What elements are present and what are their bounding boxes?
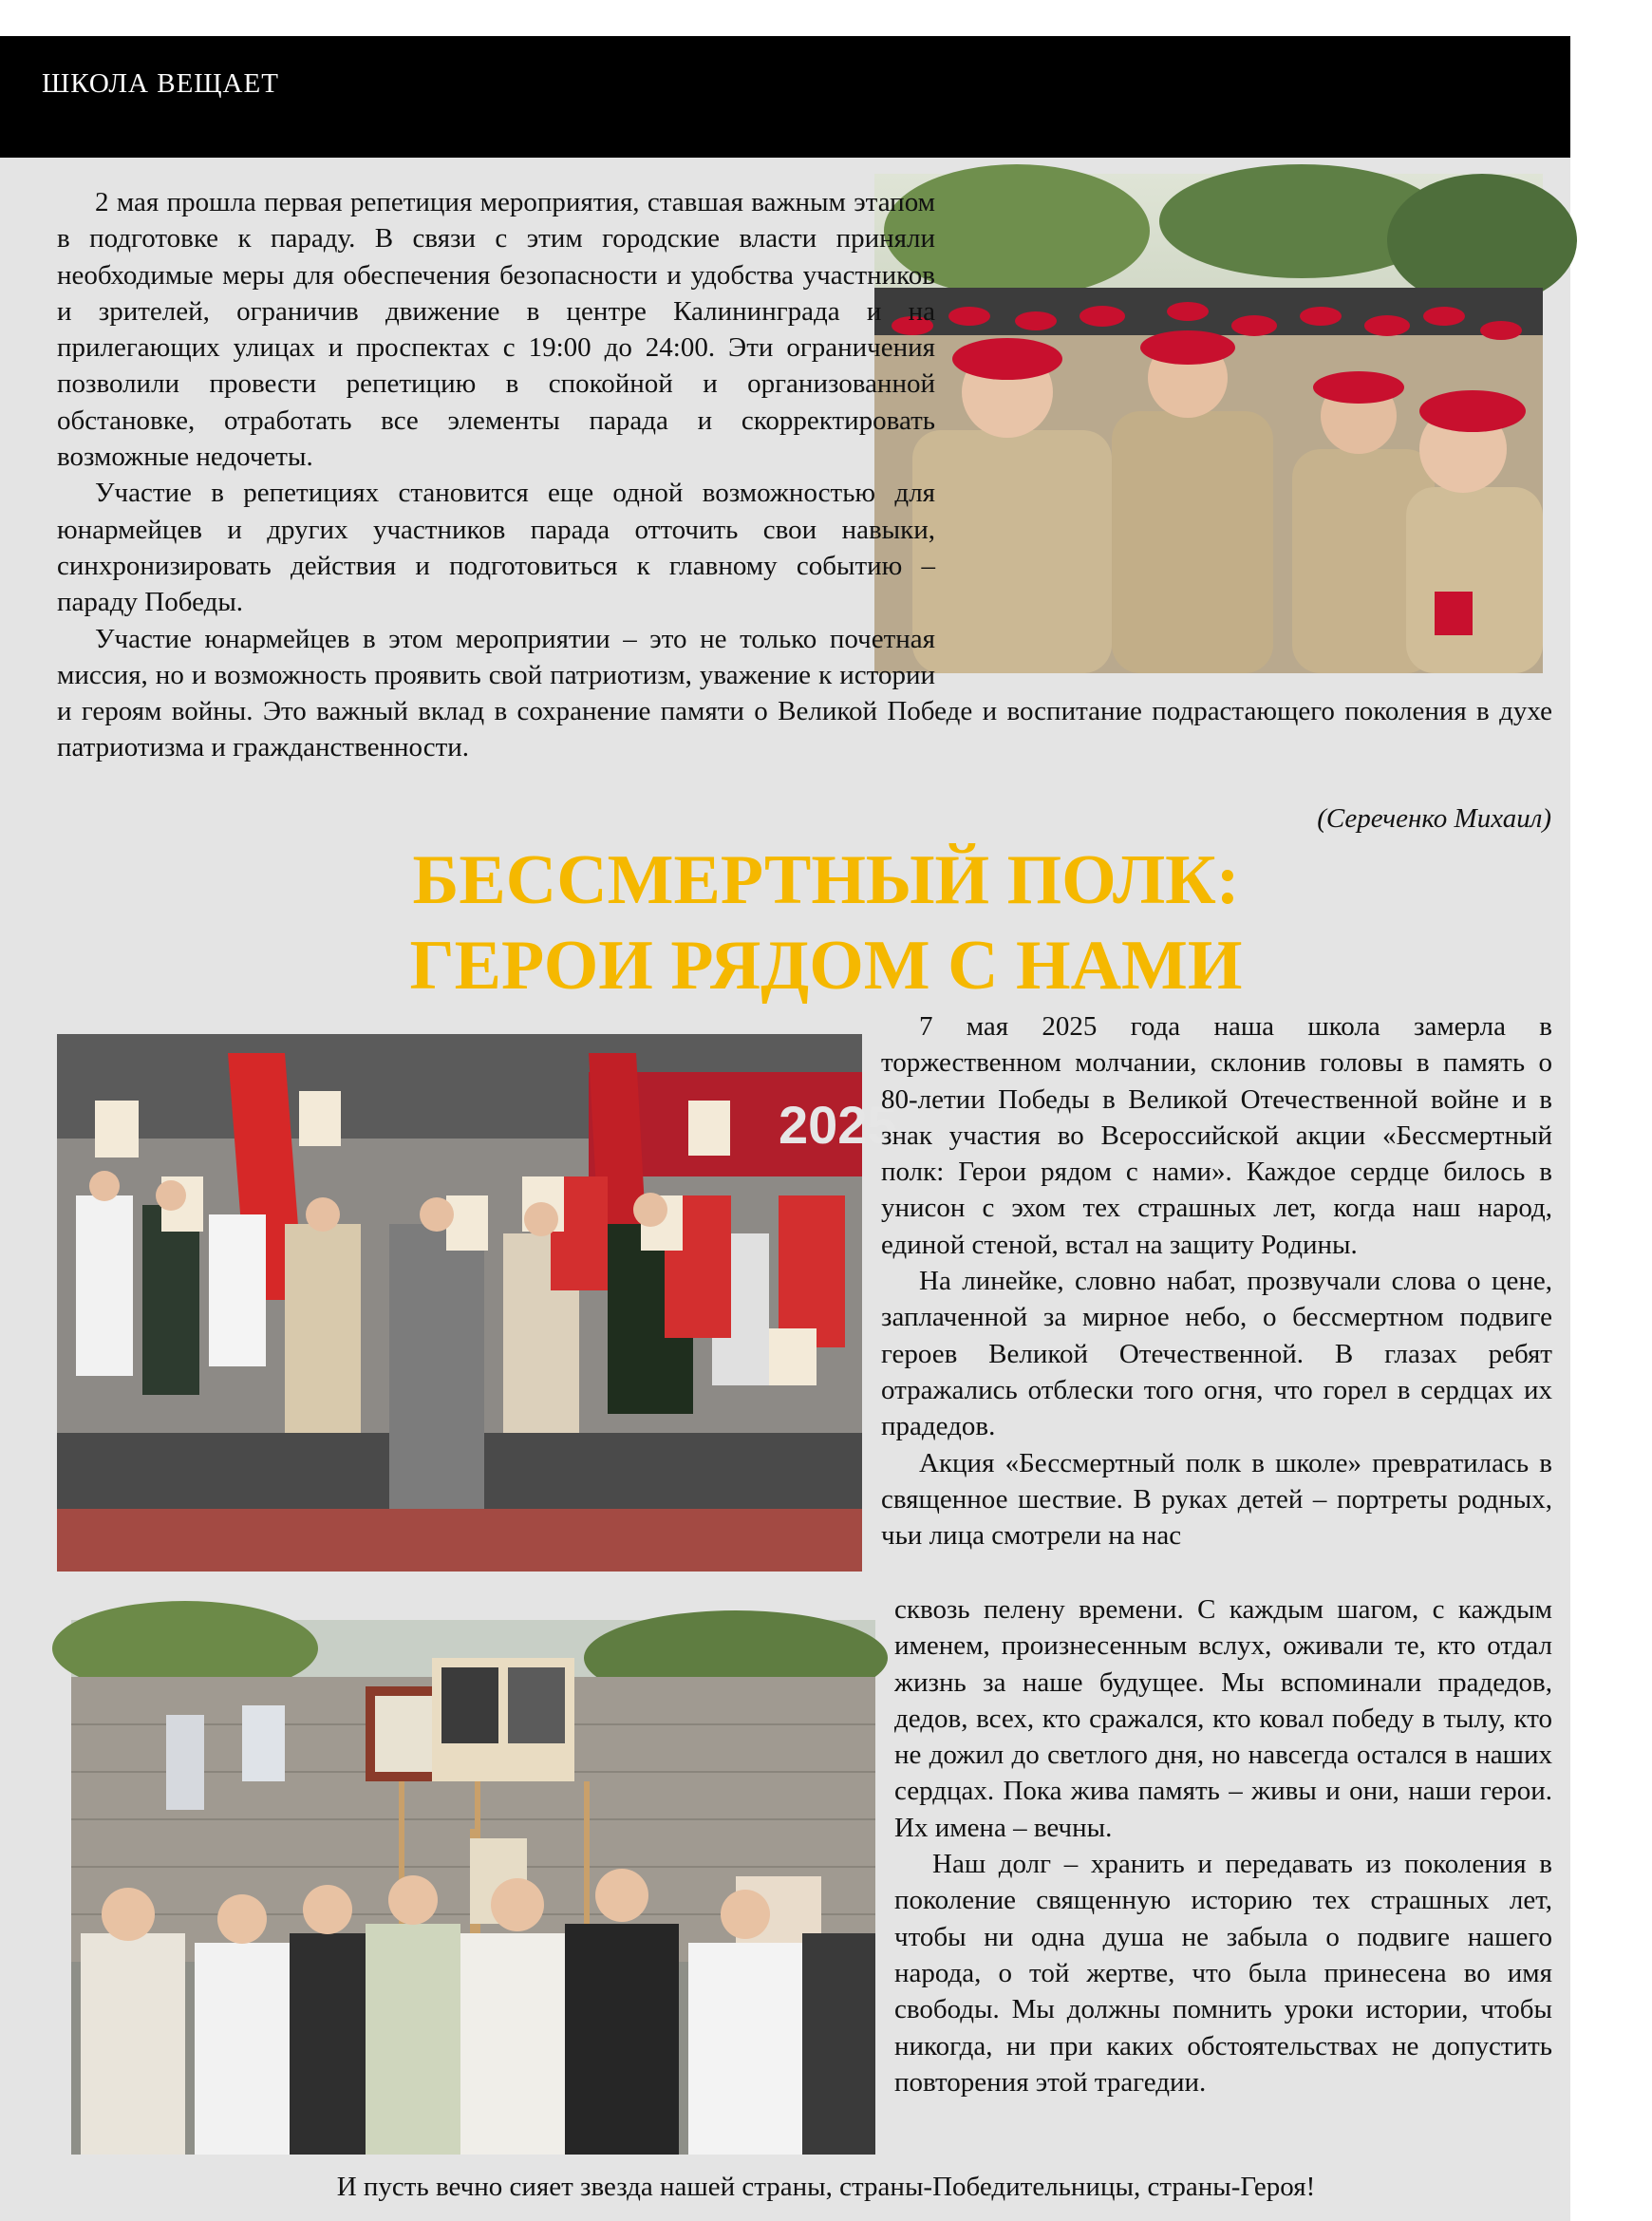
section-title: ШКОЛА ВЕЩАЕТ xyxy=(42,68,279,99)
article1-text xyxy=(57,184,1552,766)
article1-paragraph-3: Участие юнармейцев в этом мероприятии – это не только почетная миссия, но и возможность проявить свой патриотизм, уважение к истории и героям войны. Это важный вклад в сохранение памяти о Великой Победе и воспитание подрастающего поколения в духе патриотизма и гражданственности. xyxy=(57,623,1552,763)
article2-paragraph-2: На линейке, словно набат, прозвучали слова о цене, заплаченной за мирное небо, о бессмертном подвиге героев Великой Отечественной. В глазах ребят отражались отблески того огня, что горел в сердцах их прадедов. xyxy=(881,1266,1552,1442)
article1-author: (Сереченко Михаил) xyxy=(1317,803,1551,834)
article2-text-lower xyxy=(894,1591,1552,2100)
school-assembly-photo xyxy=(57,1034,897,1572)
article2-paragraph-4: Наш долг – хранить и передавать из поколения в поколение священную историю тех страшных лет, чтобы ни одна душа не забыла о подвиге нашего народа, о той жертве, что была принесена во имя свободы. Мы должны помнить уроки истории, чтобы никогда, ни при каких обстоятельствах не допустить повторения этой трагедии. xyxy=(894,1849,1552,2098)
headline-line-1: БЕССМЕРТНЫЙ ПОЛК: xyxy=(412,841,1240,919)
article2-headline xyxy=(0,838,1652,1008)
immortal-regiment-march-photo xyxy=(71,1620,875,2155)
article2-paragraph-3-cont: сквозь пелену времени. С каждым шагом, с каждым именем, произнесенным вслух, оживали те, кто отдал жизнь за наше будущее. Мы вспоминали прадедов, дедов, всех, кто сражался, кто ковал победу в тылу, кто не дожил до светлого дня, но навсегда остался в наших сердцах. Пока жива память – живы и они, наши герои. Их имена – вечны. xyxy=(894,1594,1552,1843)
article2-paragraph-3: Акция «Бессмертный полк в школе» превратилась в священное шествие. В руках детей – портреты родных, чьи лица смотрели на нас xyxy=(881,1447,1552,1552)
article1-paragraph-1: 2 мая прошла первая репетиция мероприятия, ставшая важным этапом в подготовке к параду. В связи с этим городские власти приняли необходимые меры для обеспечения безопасности и удобства участников и зрителей, ограничив движение в центре Калининграда и на прилегающих улицах и проспектах с 19:00 до 24:00. Эти ограничения позволили провести репетицию в спокойной и организованной обстановке, отработать все элементы парада и скорректировать возможные недочеты. xyxy=(57,187,935,473)
article2-text-upper xyxy=(881,1008,1552,1553)
closing-line: И пусть вечно сияет звезда нашей страны, страны-Победительницы, страны-Героя! xyxy=(336,2172,1316,2202)
photo1-spacer xyxy=(935,184,1552,668)
headline-line-2: ГЕРОИ РЯДОМ С НАМИ xyxy=(409,927,1243,1005)
article1-paragraph-2: Участие в репетициях становится еще одной возможностью для юнармейцев и других участников парада отточить свои навыки, синхронизировать действия и подготовиться к главному событию – параду Победы. xyxy=(57,478,935,618)
banner-year-text: 2025 xyxy=(779,1095,897,1155)
article2-paragraph-1: 7 мая 2025 года наша школа замерла в торжественном молчании, склонив головы в память о 80-летии Победы в Великой Отечественной войне и в знак участия во Всероссийской акции «Бессмертный полк: Герои рядом с нами». Каждое сердце билось в унисон с эхом тех страшных лет, когда наш народ, единой стеной, встал на защиту Родины. xyxy=(881,1011,1552,1260)
